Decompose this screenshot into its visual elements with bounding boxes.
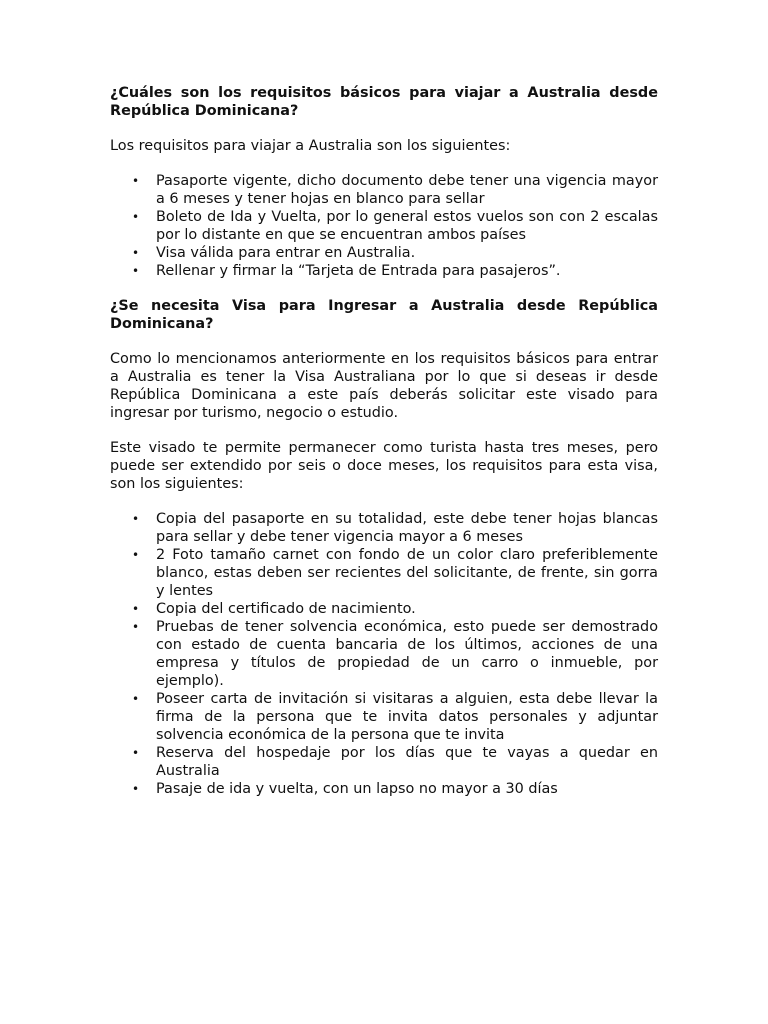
list-item bbox=[110, 244, 658, 262]
list-item-text: Copia del pasaporte en su totalidad, este debe tener hojas blancas para sellar y debe tener vigencia mayor a 6 meses bbox=[156, 511, 658, 545]
bullet-icon: • bbox=[132, 620, 140, 634]
section1-requirements-list bbox=[110, 172, 658, 280]
list-item-text: Pasaporte vigente, dicho documento debe tener una vigencia mayor a 6 meses y tener hojas en blanco para sellar bbox=[156, 173, 658, 207]
section2-visa-requirements-list bbox=[110, 510, 658, 798]
list-item-text: 2 Foto tamaño carnet con fondo de un color claro preferiblemente blanco, estas deben ser recientes del solicitante, de frente, sin gorra y lentes bbox=[156, 547, 658, 599]
list-item bbox=[110, 744, 658, 780]
bullet-icon: • bbox=[132, 210, 140, 224]
bullet-icon: • bbox=[132, 512, 140, 526]
list-item-text: Visa válida para entrar en Australia. bbox=[156, 245, 416, 261]
bullet-icon: • bbox=[132, 264, 140, 278]
section1-heading: ¿Cuáles son los requisitos básicos para viajar a Australia desde República Dominicana? bbox=[110, 85, 658, 119]
list-item bbox=[110, 600, 658, 618]
list-item-text: Rellenar y firmar la “Tarjeta de Entrada para pasajeros”. bbox=[156, 263, 561, 279]
list-item bbox=[110, 262, 658, 280]
list-item-text: Boleto de Ida y Vuelta, por lo general estos vuelos son con 2 escalas por lo distante en que se encuentran ambos países bbox=[156, 209, 658, 243]
list-item bbox=[110, 510, 658, 546]
bullet-icon: • bbox=[132, 602, 140, 616]
list-item-text: Copia del certificado de nacimiento. bbox=[156, 601, 416, 617]
list-item-text: Reserva del hospedaje por los días que te vayas a quedar en Australia bbox=[156, 745, 658, 779]
list-item bbox=[110, 618, 658, 690]
bullet-icon: • bbox=[132, 246, 140, 260]
section2-paragraph-2: Este visado te permite permanecer como turista hasta tres meses, pero puede ser extendido por seis o doce meses, los requisitos para esta visa, son los siguientes: bbox=[110, 440, 658, 492]
section2-paragraph-1: Como lo mencionamos anteriormente en los requisitos básicos para entrar a Australia es tener la Visa Australiana por lo que si deseas ir desde República Dominicana a este país deberás solicitar este visado para ingresar por turismo, negocio o estudio. bbox=[110, 351, 658, 421]
list-item bbox=[110, 780, 658, 798]
list-item-text: Pasaje de ida y vuelta, con un lapso no mayor a 30 días bbox=[156, 781, 558, 797]
bullet-icon: • bbox=[132, 548, 140, 562]
list-item-text: Poseer carta de invitación si visitaras a alguien, esta debe llevar la firma de la persona que te invita datos personales y adjuntar solvencia económica de la persona que te invita bbox=[156, 691, 658, 743]
bullet-icon: • bbox=[132, 692, 140, 706]
list-item bbox=[110, 690, 658, 744]
list-item bbox=[110, 546, 658, 600]
list-item-text: Pruebas de tener solvencia económica, esto puede ser demostrado con estado de cuenta bancaria de los últimos, acciones de una empresa y títulos de propiedad de un carro o inmueble, por ejemplo). bbox=[156, 619, 658, 689]
section1-intro: Los requisitos para viajar a Australia son los siguientes: bbox=[110, 138, 511, 154]
bullet-icon: • bbox=[132, 174, 140, 188]
section2-heading: ¿Se necesita Visa para Ingresar a Australia desde República Dominicana? bbox=[110, 298, 658, 332]
list-item bbox=[110, 172, 658, 208]
list-item bbox=[110, 208, 658, 244]
bullet-icon: • bbox=[132, 746, 140, 760]
bullet-icon: • bbox=[132, 782, 140, 796]
